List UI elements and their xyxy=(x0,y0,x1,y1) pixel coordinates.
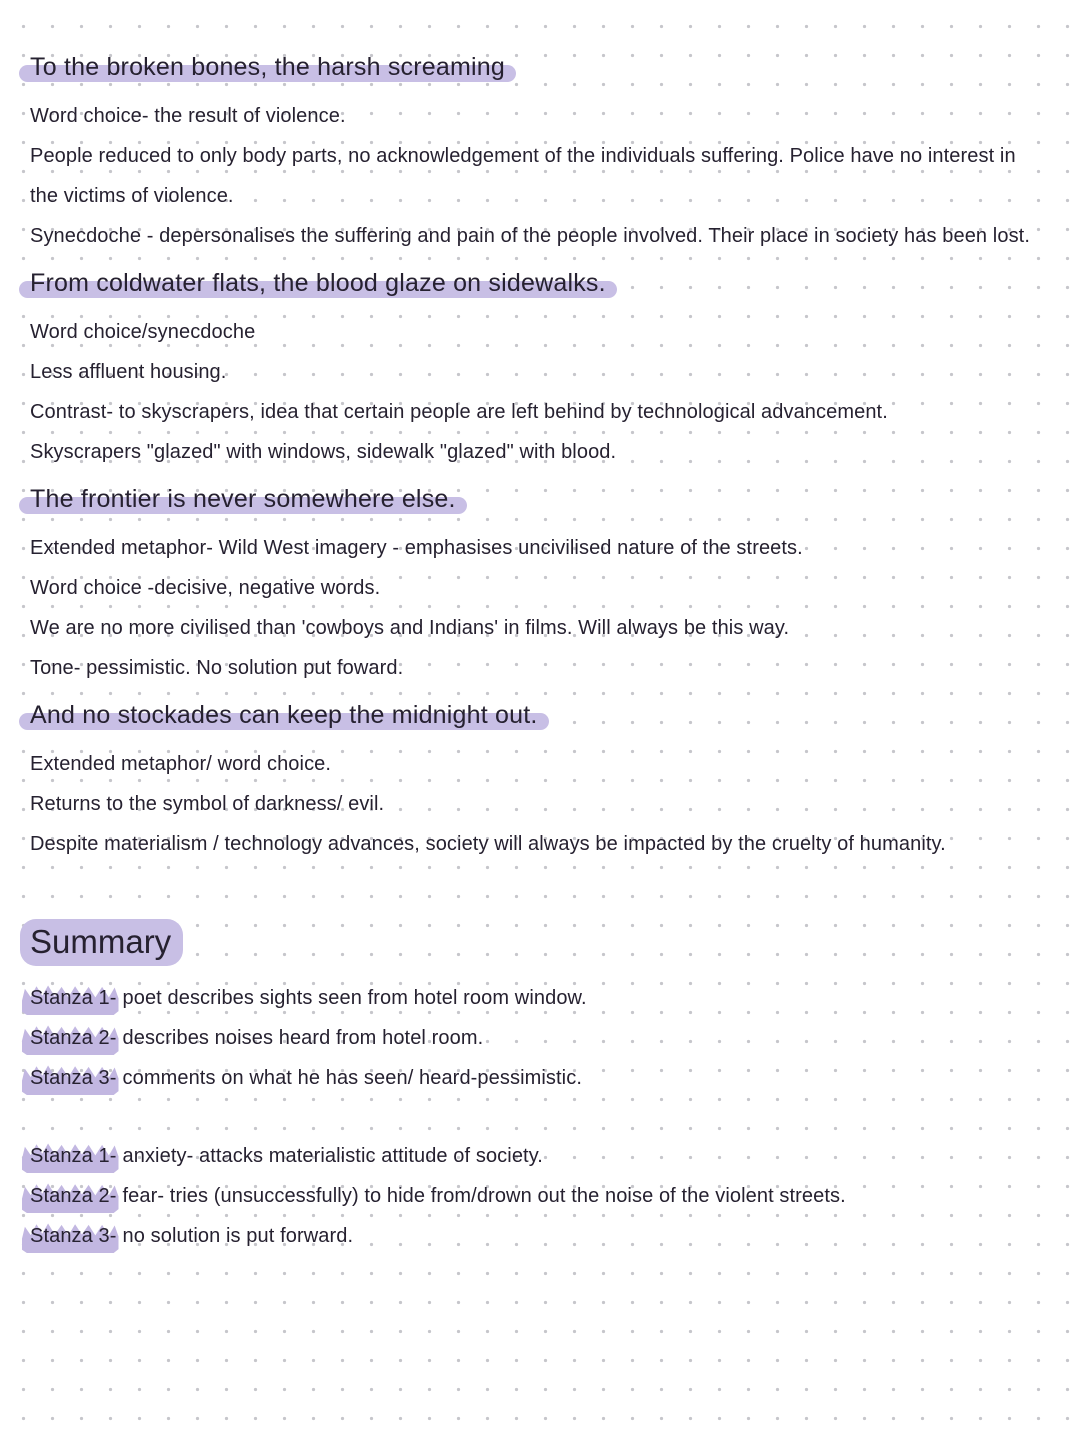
analysis-section-3 xyxy=(30,476,1050,688)
note-line: Synecdoche - depersonalises the suffering and pain of the people involved. Their place in society has been lost. xyxy=(30,225,1030,247)
analysis-section-1 xyxy=(30,44,1050,256)
stanza-label: Stanza 3- xyxy=(30,1067,117,1089)
poem-quote: And no stockades can keep the midnight out. xyxy=(30,701,538,729)
note-line: Extended metaphor- Wild West imagery - emphasises uncivilised nature of the streets. xyxy=(30,537,803,559)
note-line: Word choice -decisive, negative words. xyxy=(30,577,381,599)
note-line: Tone- pessimistic. No solution put foward. xyxy=(30,657,404,679)
note-line: Contrast- to skyscrapers, idea that certain people are left behind by technological advancement. xyxy=(30,401,888,423)
note-line: Word choice- the result of violence. xyxy=(30,105,346,127)
stanza-label: Stanza 1- xyxy=(30,1145,117,1167)
stanza-text: fear- tries (unsuccessfully) to hide from/drown out the noise of the violent streets. xyxy=(122,1185,846,1207)
note-line: Skyscrapers "glazed" with windows, sidewalk "glazed" with blood. xyxy=(30,441,617,463)
stanza-note-line xyxy=(30,1018,1040,1058)
quote-row xyxy=(30,260,1050,310)
note-line: People reduced to only body parts, no acknowledgement of the individuals suffering. Police have no interest in the victims of violence. xyxy=(30,145,1016,207)
quote-row xyxy=(30,44,1050,94)
stanza-label: Stanza 2- xyxy=(30,1185,117,1207)
note-line: Less affluent housing. xyxy=(30,361,227,383)
stanza-text: no solution is put forward. xyxy=(122,1225,354,1247)
analysis-section-4 xyxy=(30,692,1050,864)
note-line: Extended metaphor/ word choice. xyxy=(30,753,332,775)
stanza-text: anxiety- attacks materialistic attitude of society. xyxy=(122,1145,543,1167)
stanza-text: comments on what he has seen/ heard-pessimistic. xyxy=(122,1067,582,1089)
analysis-section-2 xyxy=(30,260,1050,472)
stanza-text: describes noises heard from hotel room. xyxy=(122,1027,484,1049)
note-line: We are no more civilised than 'cowboys and Indians' in films. Will always be this way. xyxy=(30,617,790,639)
stanza-label: Stanza 3- xyxy=(30,1225,117,1247)
stanza-label: Stanza 2- xyxy=(30,1027,117,1049)
stanza-theme-line xyxy=(30,1176,1040,1216)
summary-stanza-notes xyxy=(30,978,1050,1098)
stanza-note-line xyxy=(30,978,1040,1018)
summary-heading xyxy=(30,916,1050,972)
stanza-text: poet describes sights seen from hotel room window. xyxy=(122,987,587,1009)
stanza-theme-line xyxy=(30,1216,1040,1256)
summary-stanza-themes xyxy=(30,1136,1050,1256)
stanza-note-line xyxy=(30,1058,1040,1098)
stanza-theme-line xyxy=(30,1136,1040,1176)
poem-quote: The frontier is never somewhere else. xyxy=(30,485,456,513)
note-line: Word choice/synecdoche xyxy=(30,321,256,343)
note-line: Returns to the symbol of darkness/ evil. xyxy=(30,793,385,815)
quote-row xyxy=(30,476,1050,526)
note-line: Despite materialism / technology advances, society will always be impacted by the cruelty of humanity. xyxy=(30,833,946,855)
poem-quote: To the broken bones, the harsh screaming xyxy=(30,53,505,81)
quote-row xyxy=(30,692,1050,742)
summary-heading-text: Summary xyxy=(30,923,172,960)
poem-quote: From coldwater flats, the blood glaze on sidewalks. xyxy=(30,269,606,297)
stanza-label: Stanza 1- xyxy=(30,987,117,1009)
